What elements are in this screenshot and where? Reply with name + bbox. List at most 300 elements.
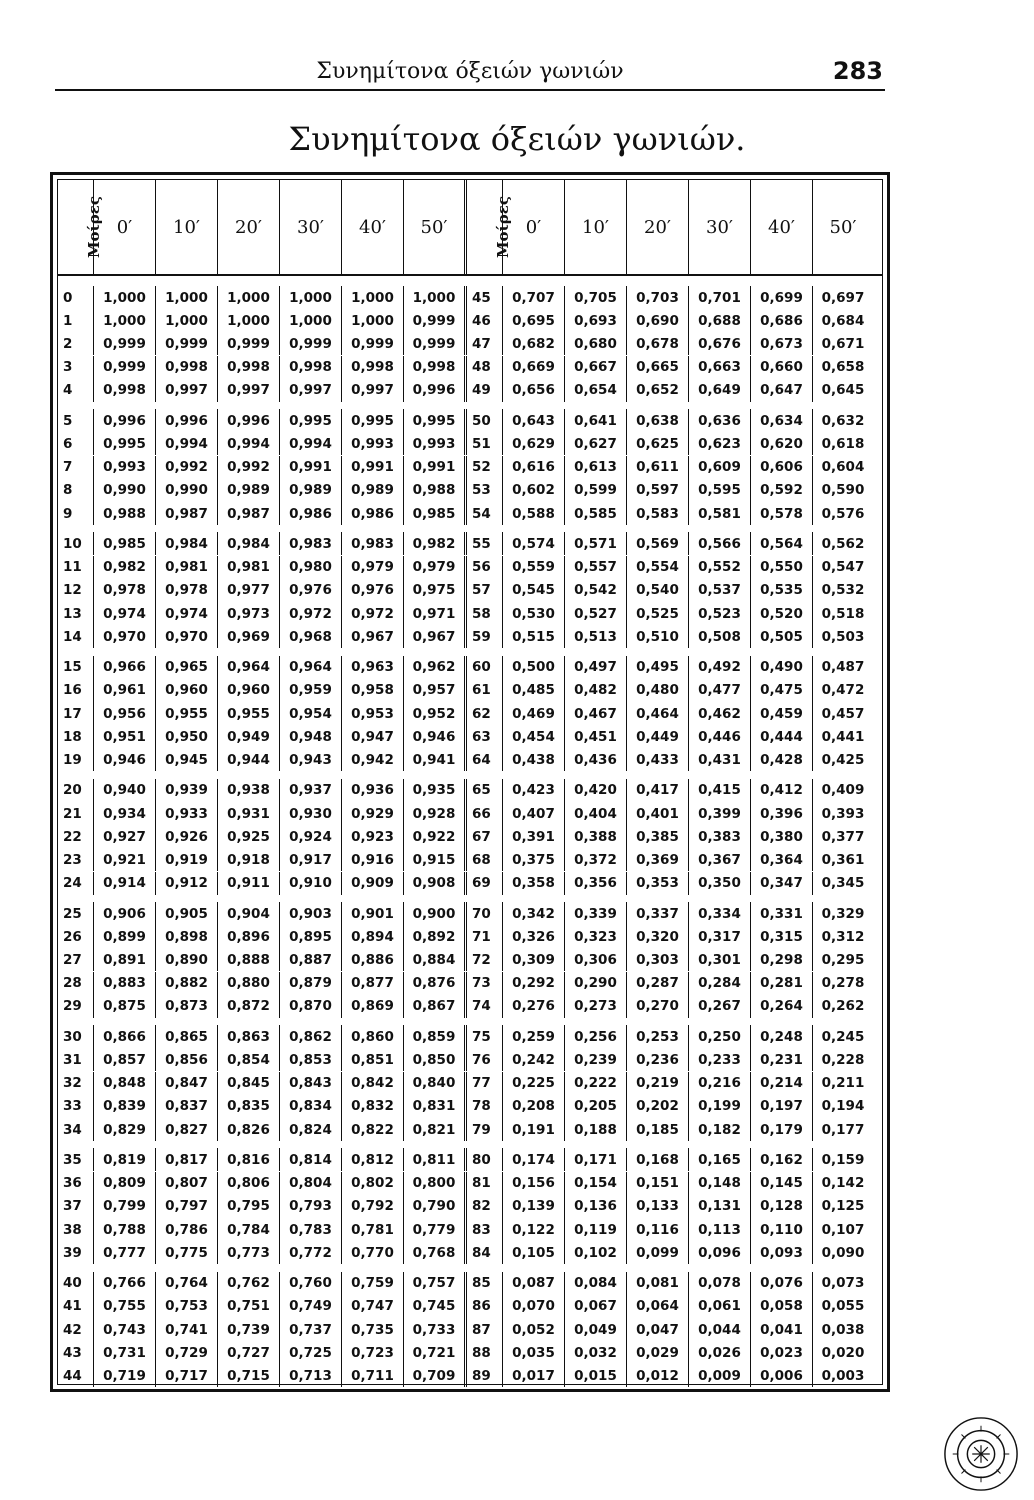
cosine-value-cell: 0,545 bbox=[503, 579, 565, 602]
cosine-value-cell: 0,682 bbox=[503, 332, 565, 355]
cosine-value-cell: 0,136 bbox=[565, 1195, 627, 1218]
cosine-value-cell: 0,873 bbox=[156, 995, 218, 1018]
degree-cell: 89 bbox=[467, 1364, 503, 1387]
cosine-value-cell: 0,999 bbox=[404, 332, 467, 355]
cosine-value-cell: 0,592 bbox=[751, 479, 813, 502]
cosine-value-cell: 0,116 bbox=[627, 1218, 689, 1241]
cosine-value-cell: 0,475 bbox=[751, 679, 813, 702]
cosine-value-cell: 0,919 bbox=[156, 848, 218, 871]
cosine-value-cell: 0,464 bbox=[627, 702, 689, 725]
cosine-value-cell: 0,064 bbox=[627, 1295, 689, 1318]
cosine-value-cell: 0,084 bbox=[565, 1272, 627, 1295]
cosine-value-cell: 0,606 bbox=[751, 456, 813, 479]
cosine-value-cell: 0,923 bbox=[342, 825, 404, 848]
cosine-value-cell: 0,253 bbox=[627, 1025, 689, 1048]
cosine-value-cell: 0,552 bbox=[689, 556, 751, 579]
cosine-value-cell: 0,625 bbox=[627, 432, 689, 455]
table-row bbox=[58, 332, 882, 355]
cosine-table bbox=[50, 172, 890, 1392]
cosine-value-cell: 0,182 bbox=[689, 1118, 751, 1141]
cosine-value-cell: 0,532 bbox=[821, 582, 865, 599]
degree-cell: 23 bbox=[58, 848, 94, 871]
degree-cell: 63 bbox=[467, 725, 503, 748]
cosine-value-cell: 1,000 bbox=[156, 286, 218, 309]
table-row bbox=[58, 1025, 882, 1048]
cosine-value-cell: 0,197 bbox=[751, 1095, 813, 1118]
cosine-value-cell: 0,301 bbox=[689, 948, 751, 971]
cosine-value-cell: 0,188 bbox=[565, 1118, 627, 1141]
cosine-value-cell: 0,911 bbox=[218, 872, 280, 895]
table-row bbox=[58, 1241, 882, 1264]
degree-cell: 8 bbox=[58, 479, 94, 502]
cosine-value-cell: 0,113 bbox=[689, 1218, 751, 1241]
table-row bbox=[58, 802, 882, 825]
cosine-value-cell: 0,590 bbox=[821, 482, 865, 499]
cosine-value-cell: 0,334 bbox=[689, 902, 751, 925]
table-row bbox=[58, 1148, 882, 1171]
cosine-value-cell: 0,795 bbox=[218, 1195, 280, 1218]
degree-cell: 78 bbox=[467, 1095, 503, 1118]
cosine-value-cell: 0,133 bbox=[627, 1195, 689, 1218]
degree-cell: 43 bbox=[58, 1341, 94, 1364]
degree-cell: 48 bbox=[467, 356, 503, 379]
cosine-value-cell: 0,995 bbox=[94, 432, 156, 455]
table-row bbox=[58, 995, 882, 1018]
cosine-value-cell: 0,281 bbox=[751, 972, 813, 995]
cosine-value-cell: 0,882 bbox=[156, 972, 218, 995]
cosine-value-cell: 0,995 bbox=[404, 409, 467, 432]
cosine-value-cell: 0,987 bbox=[218, 502, 280, 525]
cosine-value-cell: 0,641 bbox=[565, 409, 627, 432]
cosine-value-cell: 0,102 bbox=[565, 1241, 627, 1264]
cosine-value-cell: 0,177 bbox=[821, 1121, 865, 1138]
cosine-value-cell: 0,989 bbox=[280, 479, 342, 502]
cosine-value-cell: 0,067 bbox=[565, 1295, 627, 1318]
cosine-value-cell: 0,292 bbox=[503, 972, 565, 995]
cosine-value-cell: 0,262 bbox=[821, 998, 865, 1015]
cosine-value-cell: 0,581 bbox=[689, 502, 751, 525]
cosine-value-cell: 0,699 bbox=[751, 286, 813, 309]
cosine-value-cell: 0,058 bbox=[751, 1295, 813, 1318]
cosine-value-cell: 0,245 bbox=[821, 1028, 865, 1045]
cosine-value-cell: 0,647 bbox=[751, 379, 813, 402]
cosine-value-cell: 0,994 bbox=[156, 432, 218, 455]
cosine-value-cell: 0,202 bbox=[627, 1095, 689, 1118]
degree-cell: 45 bbox=[467, 286, 503, 309]
cosine-value-cell: 0,749 bbox=[280, 1295, 342, 1318]
cosine-value-cell: 0,052 bbox=[503, 1318, 565, 1341]
cosine-value-cell: 0,323 bbox=[565, 925, 627, 948]
cosine-value-cell: 0,162 bbox=[751, 1148, 813, 1171]
cosine-value-cell: 0,154 bbox=[565, 1172, 627, 1195]
cosine-value-cell: 0,495 bbox=[627, 656, 689, 679]
cosine-value-cell: 0,174 bbox=[503, 1148, 565, 1171]
cosine-value-cell: 0,047 bbox=[627, 1318, 689, 1341]
cosine-value-cell: 0,980 bbox=[280, 556, 342, 579]
cosine-value-cell: 0,880 bbox=[218, 972, 280, 995]
cosine-value-cell: 0,038 bbox=[821, 1321, 865, 1338]
cosine-value-cell: 0,983 bbox=[280, 532, 342, 555]
cosine-value-cell: 0,329 bbox=[821, 905, 865, 922]
cosine-value-cell: 0,680 bbox=[565, 332, 627, 355]
cosine-value-cell: 0,847 bbox=[156, 1072, 218, 1095]
degree-cell: 47 bbox=[467, 332, 503, 355]
cosine-value-cell: 0,171 bbox=[565, 1148, 627, 1171]
cosine-value-cell: 0,835 bbox=[218, 1095, 280, 1118]
cosine-value-cell: 0,044 bbox=[689, 1318, 751, 1341]
cosine-value-cell: 0,997 bbox=[156, 379, 218, 402]
cosine-value-cell: 0,972 bbox=[280, 602, 342, 625]
cosine-value-cell: 0,717 bbox=[156, 1364, 218, 1387]
cosine-value-cell: 0,248 bbox=[751, 1025, 813, 1048]
degree-cell: 81 bbox=[467, 1172, 503, 1195]
cosine-value-cell: 0,585 bbox=[565, 502, 627, 525]
cosine-value-cell: 0,165 bbox=[689, 1148, 751, 1171]
cosine-value-cell: 0,267 bbox=[689, 995, 751, 1018]
minute-header: 30′ bbox=[280, 180, 342, 274]
cosine-value-cell: 0,523 bbox=[689, 602, 751, 625]
cosine-value-cell: 0,420 bbox=[565, 779, 627, 802]
cosine-value-cell: 0,571 bbox=[565, 532, 627, 555]
cosine-value-cell: 0,970 bbox=[156, 625, 218, 648]
table-row bbox=[58, 848, 882, 871]
cosine-value-cell: 0,693 bbox=[565, 309, 627, 332]
cosine-value-cell: 0,870 bbox=[280, 995, 342, 1018]
table-row bbox=[58, 356, 882, 379]
cosine-value-cell: 0,353 bbox=[627, 872, 689, 895]
cosine-value-cell: 0,739 bbox=[218, 1318, 280, 1341]
cosine-value-cell: 0,518 bbox=[821, 605, 865, 622]
cosine-value-cell: 0,469 bbox=[503, 702, 565, 725]
cosine-value-cell: 0,035 bbox=[503, 1341, 565, 1364]
cosine-value-cell: 0,554 bbox=[627, 556, 689, 579]
cosine-value-cell: 0,937 bbox=[280, 779, 342, 802]
table-row bbox=[58, 1095, 882, 1118]
cosine-value-cell: 0,678 bbox=[627, 332, 689, 355]
cosine-value-cell: 0,505 bbox=[751, 625, 813, 648]
cosine-value-cell: 0,663 bbox=[689, 356, 751, 379]
cosine-value-cell: 0,660 bbox=[751, 356, 813, 379]
cosine-value-cell: 0,892 bbox=[404, 925, 467, 948]
table-body bbox=[57, 179, 883, 1385]
cosine-value-cell: 0,688 bbox=[689, 309, 751, 332]
minute-header: 0′ bbox=[503, 180, 565, 274]
degree-cell: 84 bbox=[467, 1241, 503, 1264]
cosine-value-cell: 0,954 bbox=[280, 702, 342, 725]
cosine-value-cell: 0,786 bbox=[156, 1218, 218, 1241]
cosine-value-cell: 0,497 bbox=[565, 656, 627, 679]
cosine-value-cell: 0,974 bbox=[94, 602, 156, 625]
cosine-value-cell: 0,003 bbox=[821, 1367, 865, 1384]
cosine-value-cell: 0,320 bbox=[627, 925, 689, 948]
cosine-value-cell: 0,999 bbox=[94, 356, 156, 379]
degree-cell: 51 bbox=[467, 432, 503, 455]
cosine-value-cell: 0,023 bbox=[751, 1341, 813, 1364]
degree-cell: 68 bbox=[467, 848, 503, 871]
degree-cell: 7 bbox=[58, 456, 94, 479]
cosine-value-cell: 0,451 bbox=[565, 725, 627, 748]
cosine-value-cell: 0,989 bbox=[342, 479, 404, 502]
cosine-value-cell: 0,697 bbox=[821, 289, 865, 306]
cosine-value-cell: 0,449 bbox=[627, 725, 689, 748]
cosine-value-cell: 0,991 bbox=[280, 456, 342, 479]
degree-cell: 18 bbox=[58, 725, 94, 748]
cosine-value-cell: 0,222 bbox=[565, 1072, 627, 1095]
cosine-value-cell: 0,093 bbox=[751, 1241, 813, 1264]
cosine-value-cell: 0,658 bbox=[821, 359, 865, 376]
table-row bbox=[58, 479, 882, 502]
cosine-value-cell: 0,527 bbox=[565, 602, 627, 625]
degree-cell: 11 bbox=[58, 556, 94, 579]
cosine-value-cell: 0,926 bbox=[156, 825, 218, 848]
cosine-value-cell: 0,953 bbox=[342, 702, 404, 725]
cosine-value-cell: 0,119 bbox=[565, 1218, 627, 1241]
cosine-value-cell: 0,649 bbox=[689, 379, 751, 402]
cosine-value-cell: 0,827 bbox=[156, 1118, 218, 1141]
cosine-value-cell: 0,729 bbox=[156, 1341, 218, 1364]
cosine-value-cell: 0,122 bbox=[503, 1218, 565, 1241]
cosine-value-cell: 0,485 bbox=[503, 679, 565, 702]
degree-cell: 66 bbox=[467, 802, 503, 825]
degree-cell: 58 bbox=[467, 602, 503, 625]
cosine-value-cell: 0,613 bbox=[565, 456, 627, 479]
cosine-value-cell: 0,703 bbox=[627, 286, 689, 309]
cosine-value-cell: 0,993 bbox=[342, 432, 404, 455]
degree-cell: 25 bbox=[58, 902, 94, 925]
cosine-value-cell: 0,816 bbox=[218, 1148, 280, 1171]
degree-cell: 9 bbox=[58, 502, 94, 525]
degree-cell: 32 bbox=[58, 1072, 94, 1095]
cosine-value-cell: 0,999 bbox=[342, 332, 404, 355]
cosine-value-cell: 0,981 bbox=[156, 556, 218, 579]
cosine-value-cell: 0,987 bbox=[156, 502, 218, 525]
degree-cell: 85 bbox=[467, 1272, 503, 1295]
cosine-value-cell: 0,960 bbox=[218, 679, 280, 702]
cosine-value-cell: 0,781 bbox=[342, 1218, 404, 1241]
page-number: 283 bbox=[832, 57, 883, 85]
cosine-value-cell: 0,762 bbox=[218, 1272, 280, 1295]
cosine-value-cell: 0,876 bbox=[404, 972, 467, 995]
cosine-value-cell: 0,867 bbox=[404, 995, 467, 1018]
cosine-value-cell: 0,924 bbox=[280, 825, 342, 848]
cosine-value-cell: 0,574 bbox=[503, 532, 565, 555]
table-row bbox=[58, 656, 882, 679]
cosine-value-cell: 0,298 bbox=[751, 948, 813, 971]
table-row bbox=[58, 825, 882, 848]
cosine-value-cell: 0,999 bbox=[404, 309, 467, 332]
running-header bbox=[55, 55, 885, 91]
cosine-value-cell: 0,444 bbox=[751, 725, 813, 748]
cosine-value-cell: 0,978 bbox=[156, 579, 218, 602]
cosine-value-cell: 0,977 bbox=[218, 579, 280, 602]
degree-cell: 80 bbox=[467, 1148, 503, 1171]
degree-cell: 28 bbox=[58, 972, 94, 995]
cosine-value-cell: 0,185 bbox=[627, 1118, 689, 1141]
table-row bbox=[58, 1172, 882, 1195]
cosine-value-cell: 0,997 bbox=[218, 379, 280, 402]
cosine-value-cell: 1,000 bbox=[218, 309, 280, 332]
cosine-value-cell: 0,837 bbox=[156, 1095, 218, 1118]
table-row bbox=[58, 532, 882, 555]
table-row bbox=[58, 432, 882, 455]
cosine-value-cell: 0,409 bbox=[821, 782, 865, 799]
cosine-value-cell: 0,643 bbox=[503, 409, 565, 432]
cosine-value-cell: 0,686 bbox=[751, 309, 813, 332]
cosine-value-cell: 1,000 bbox=[280, 309, 342, 332]
cosine-value-cell: 0,078 bbox=[689, 1272, 751, 1295]
running-title: Συνημίτονα όξειών γωνιών bbox=[316, 59, 624, 84]
cosine-value-cell: 0,510 bbox=[627, 625, 689, 648]
cosine-value-cell: 0,741 bbox=[156, 1318, 218, 1341]
cosine-value-cell: 0,433 bbox=[627, 748, 689, 771]
degree-cell: 16 bbox=[58, 679, 94, 702]
cosine-value-cell: 0,914 bbox=[94, 872, 156, 895]
cosine-value-cell: 0,462 bbox=[689, 702, 751, 725]
degree-cell: 52 bbox=[467, 456, 503, 479]
cosine-value-cell: 0,960 bbox=[156, 679, 218, 702]
cosine-value-cell: 0,550 bbox=[751, 556, 813, 579]
cosine-value-cell: 0,983 bbox=[342, 532, 404, 555]
cosine-value-cell: 0,364 bbox=[751, 848, 813, 871]
cosine-value-cell: 0,770 bbox=[342, 1241, 404, 1264]
cosine-value-cell: 0,128 bbox=[751, 1195, 813, 1218]
cosine-value-cell: 0,976 bbox=[342, 579, 404, 602]
degree-cell: 12 bbox=[58, 579, 94, 602]
cosine-value-cell: 0,492 bbox=[689, 656, 751, 679]
cosine-value-cell: 0,156 bbox=[503, 1172, 565, 1195]
cosine-value-cell: 0,866 bbox=[94, 1025, 156, 1048]
cosine-value-cell: 0,707 bbox=[503, 286, 565, 309]
cosine-value-cell: 0,850 bbox=[404, 1048, 467, 1071]
cosine-value-cell: 0,998 bbox=[280, 356, 342, 379]
degree-cell: 46 bbox=[467, 309, 503, 332]
cosine-value-cell: 0,131 bbox=[689, 1195, 751, 1218]
cosine-value-cell: 0,985 bbox=[404, 502, 467, 525]
cosine-value-cell: 0,399 bbox=[689, 802, 751, 825]
cosine-value-cell: 0,991 bbox=[342, 456, 404, 479]
cosine-value-cell: 0,454 bbox=[503, 725, 565, 748]
cosine-value-cell: 0,623 bbox=[689, 432, 751, 455]
cosine-value-cell: 0,231 bbox=[751, 1048, 813, 1071]
cosine-value-cell: 0,256 bbox=[565, 1025, 627, 1048]
cosine-value-cell: 0,945 bbox=[156, 748, 218, 771]
cosine-value-cell: 0,602 bbox=[503, 479, 565, 502]
degree-cell: 17 bbox=[58, 702, 94, 725]
cosine-value-cell: 0,012 bbox=[627, 1364, 689, 1387]
cosine-value-cell: 0,477 bbox=[689, 679, 751, 702]
cosine-value-cell: 0,952 bbox=[404, 702, 467, 725]
cosine-value-cell: 0,788 bbox=[94, 1218, 156, 1241]
cosine-value-cell: 0,988 bbox=[404, 479, 467, 502]
cosine-value-cell: 0,773 bbox=[218, 1241, 280, 1264]
cosine-value-cell: 0,388 bbox=[565, 825, 627, 848]
degree-cell: 75 bbox=[467, 1025, 503, 1048]
cosine-value-cell: 0,970 bbox=[94, 625, 156, 648]
cosine-value-cell: 0,760 bbox=[280, 1272, 342, 1295]
cosine-value-cell: 0,995 bbox=[280, 409, 342, 432]
cosine-value-cell: 0,032 bbox=[565, 1341, 627, 1364]
cosine-value-cell: 0,877 bbox=[342, 972, 404, 995]
cosine-value-cell: 0,922 bbox=[404, 825, 467, 848]
cosine-value-cell: 0,851 bbox=[342, 1048, 404, 1071]
minute-header: 10′ bbox=[156, 180, 218, 274]
cosine-value-cell: 0,962 bbox=[404, 656, 467, 679]
cosine-value-cell: 0,990 bbox=[156, 479, 218, 502]
degree-cell: 5 bbox=[58, 409, 94, 432]
degree-cell: 36 bbox=[58, 1172, 94, 1195]
cosine-value-cell: 0,520 bbox=[751, 602, 813, 625]
degree-cell: 59 bbox=[467, 625, 503, 648]
cosine-value-cell: 0,287 bbox=[627, 972, 689, 995]
cosine-value-cell: 0,964 bbox=[218, 656, 280, 679]
cosine-value-cell: 0,356 bbox=[565, 872, 627, 895]
degree-cell: 10 bbox=[58, 532, 94, 555]
cosine-value-cell: 0,547 bbox=[821, 559, 865, 576]
cosine-value-cell: 0,994 bbox=[280, 432, 342, 455]
cosine-value-cell: 0,525 bbox=[627, 602, 689, 625]
cosine-value-cell: 0,860 bbox=[342, 1025, 404, 1048]
cosine-value-cell: 0,819 bbox=[94, 1148, 156, 1171]
cosine-value-cell: 0,110 bbox=[751, 1218, 813, 1241]
cosine-value-cell: 0,015 bbox=[565, 1364, 627, 1387]
cosine-value-cell: 0,073 bbox=[821, 1275, 865, 1292]
cosine-value-cell: 0,337 bbox=[627, 902, 689, 925]
cosine-value-cell: 0,896 bbox=[218, 925, 280, 948]
table-row bbox=[58, 409, 882, 432]
table-row bbox=[58, 1072, 882, 1095]
cosine-value-cell: 0,944 bbox=[218, 748, 280, 771]
cosine-value-cell: 0,214 bbox=[751, 1072, 813, 1095]
cosine-value-cell: 0,513 bbox=[565, 625, 627, 648]
cosine-value-cell: 0,942 bbox=[342, 748, 404, 771]
cosine-value-cell: 0,842 bbox=[342, 1072, 404, 1095]
cosine-value-cell: 0,998 bbox=[218, 356, 280, 379]
cosine-value-cell: 0,998 bbox=[404, 356, 467, 379]
cosine-value-cell: 0,503 bbox=[821, 628, 865, 645]
cosine-value-cell: 0,383 bbox=[689, 825, 751, 848]
cosine-value-cell: 0,312 bbox=[821, 928, 865, 945]
cosine-value-cell: 0,264 bbox=[751, 995, 813, 1018]
cosine-value-cell: 0,412 bbox=[751, 779, 813, 802]
cosine-value-cell: 1,000 bbox=[218, 286, 280, 309]
cosine-value-cell: 0,759 bbox=[342, 1272, 404, 1295]
cosine-value-cell: 0,909 bbox=[342, 872, 404, 895]
cosine-value-cell: 1,000 bbox=[280, 286, 342, 309]
cosine-value-cell: 0,557 bbox=[565, 556, 627, 579]
degree-cell: 31 bbox=[58, 1048, 94, 1071]
cosine-value-cell: 0,984 bbox=[218, 532, 280, 555]
cosine-value-cell: 0,306 bbox=[565, 948, 627, 971]
cosine-value-cell: 0,396 bbox=[751, 802, 813, 825]
cosine-value-cell: 0,597 bbox=[627, 479, 689, 502]
cosine-value-cell: 0,764 bbox=[156, 1272, 218, 1295]
cosine-value-cell: 0,566 bbox=[689, 532, 751, 555]
cosine-value-cell: 0,936 bbox=[342, 779, 404, 802]
cosine-value-cell: 0,315 bbox=[751, 925, 813, 948]
degree-cell: 21 bbox=[58, 802, 94, 825]
minute-header: 40′ bbox=[751, 180, 813, 274]
cosine-value-cell: 0,940 bbox=[94, 779, 156, 802]
cosine-value-cell: 0,938 bbox=[218, 779, 280, 802]
cosine-value-cell: 0,107 bbox=[821, 1221, 865, 1238]
cosine-value-cell: 0,989 bbox=[218, 479, 280, 502]
minute-header: 50′ bbox=[404, 180, 467, 274]
cosine-value-cell: 0,638 bbox=[627, 409, 689, 432]
cosine-value-cell: 0,326 bbox=[503, 925, 565, 948]
cosine-value-cell: 0,910 bbox=[280, 872, 342, 895]
cosine-value-cell: 0,806 bbox=[218, 1172, 280, 1195]
cosine-value-cell: 0,239 bbox=[565, 1048, 627, 1071]
